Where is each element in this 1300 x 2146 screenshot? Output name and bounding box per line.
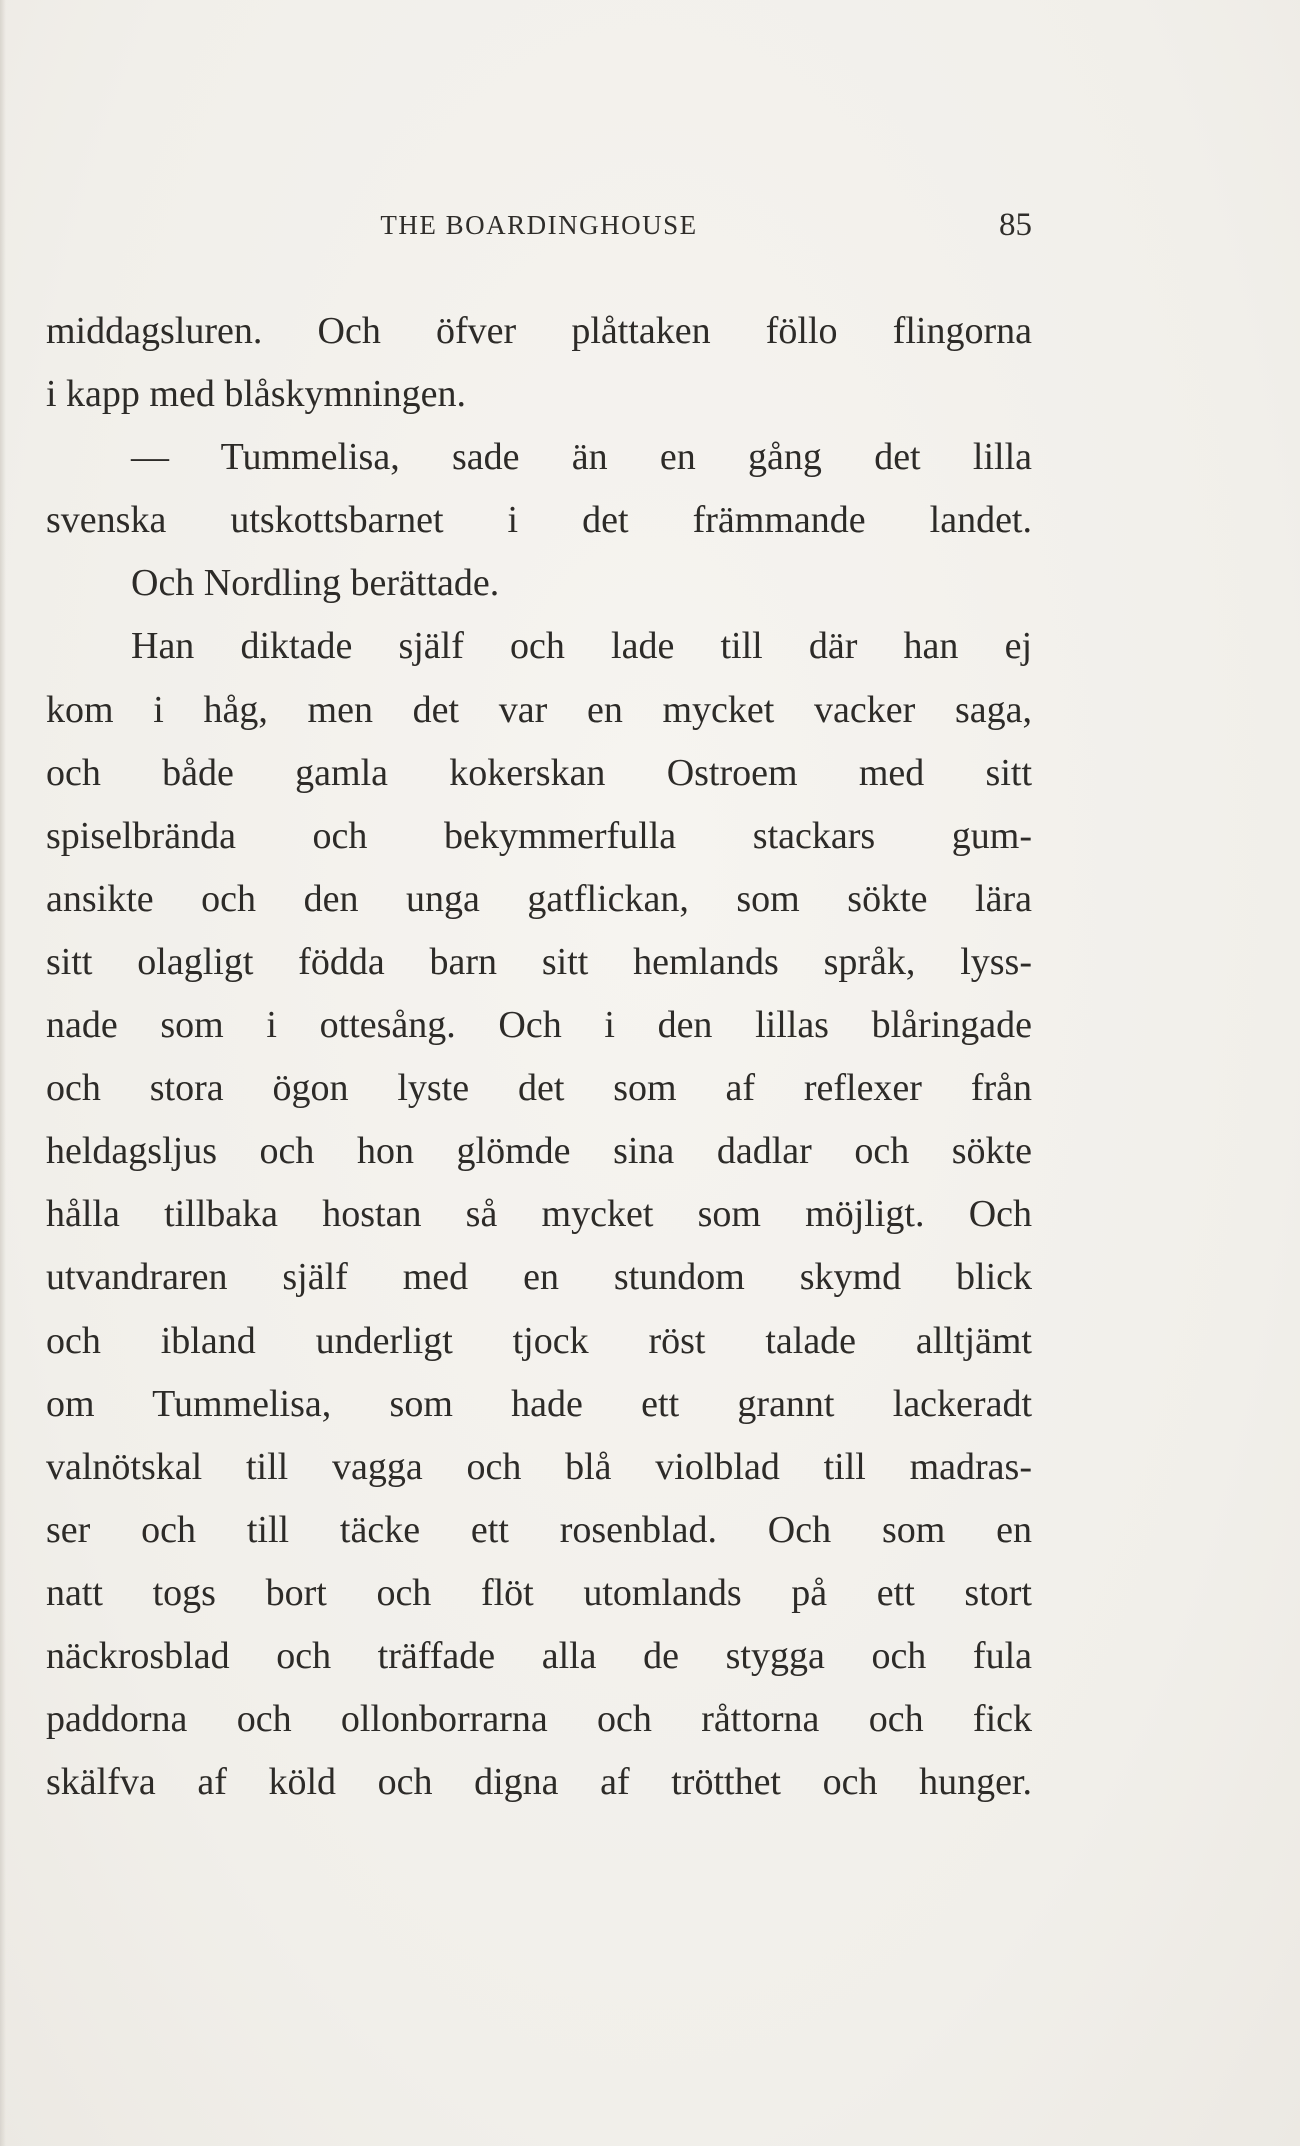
text-line: och stora ögon lyste det som af reflexer från bbox=[46, 1067, 1032, 1110]
text-line: natt togs bort och flöt utomlands på ett stort bbox=[46, 1571, 1032, 1614]
text-line: ansikte och den unga gatflickan, som sökte lära bbox=[46, 877, 1032, 920]
text-line: sitt olagligt födda barn sitt hemlands språk, lyss- bbox=[46, 940, 1032, 983]
text-line: kom i håg, men det var en mycket vacker saga, bbox=[46, 688, 1032, 731]
body-text bbox=[46, 300, 1032, 1814]
text-line: paddorna och ollonborrarna och råttorna och fick bbox=[46, 1698, 1032, 1741]
text-line: och både gamla kokerskan Ostroem med sitt bbox=[46, 751, 1032, 794]
text-line: Och Nordling berättade. bbox=[131, 562, 500, 605]
text-line: valnötskal till vagga och blå violblad till madras- bbox=[46, 1445, 1032, 1488]
text-line: middagsluren. Och öfver plåttaken föllo flingorna bbox=[46, 310, 1032, 352]
running-title: THE BOARDINGHOUSE bbox=[380, 210, 698, 240]
text-line: — Tummelisa, sade än en gång det lilla bbox=[131, 436, 1032, 479]
running-head bbox=[46, 205, 1032, 245]
text-line: om Tummelisa, som hade ett grannt lackeradt bbox=[46, 1382, 1032, 1425]
text-line: och ibland underligt tjock röst talade alltjämt bbox=[46, 1319, 1032, 1362]
text-line: Han diktade själf och lade till där han ej bbox=[131, 625, 1032, 668]
text-line: skälfva af köld och digna af trötthet och hunger. bbox=[46, 1761, 1032, 1804]
page-edge-shadow bbox=[0, 0, 6, 2146]
text-line: utvandraren själf med en stundom skymd blick bbox=[46, 1256, 1032, 1299]
text-line: näckrosblad och träffade alla de stygga och fula bbox=[46, 1634, 1032, 1677]
text-line: nade som i ottesång. Och i den lillas blåringade bbox=[46, 1004, 1032, 1047]
text-line: spiselbrända och bekymmerfulla stackars gum- bbox=[46, 814, 1032, 857]
text-line: i kapp med blåskymningen. bbox=[46, 373, 467, 416]
text-line: heldagsljus och hon glömde sina dadlar och sökte bbox=[46, 1130, 1032, 1173]
text-line: hålla tillbaka hostan så mycket som möjligt. Och bbox=[46, 1193, 1032, 1236]
text-line: svenska utskottsbarnet i det främmande landet. bbox=[46, 499, 1032, 542]
page-number: 85 bbox=[999, 207, 1032, 243]
text-line: ser och till täcke ett rosenblad. Och som en bbox=[46, 1508, 1032, 1551]
